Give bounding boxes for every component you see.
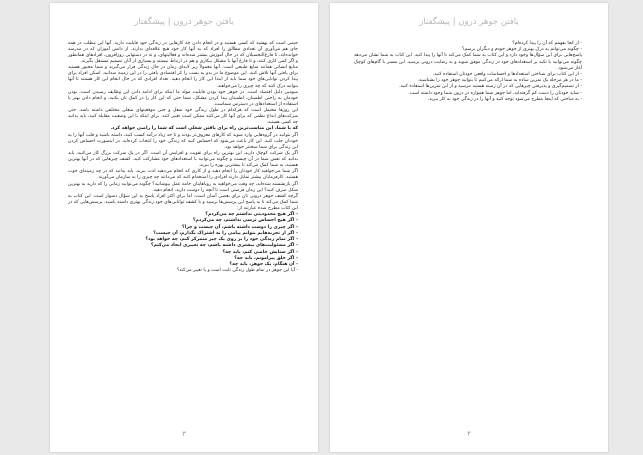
page-header: یافتن جوهر درون | پیشگفتار bbox=[419, 17, 519, 27]
paragraph: که با شما، این مناسب‌ترین راه برای یافتن شغلی است که شما را راضی خواهد کرد. bbox=[110, 126, 298, 132]
paragraph: - آن هنگام، یک جوهر، باید چه؟ bbox=[229, 262, 298, 268]
paragraph: اگر شما می‌خواهید کار خودتان را انجام دهید و از کاری که انجام می‌دهید لذت ببرید، باید بدانید که در چه زمینه‌ای خوب هستید. کارفرمایان بیشتر تمایل دارند افرادی را استخدام کنند که می‌دانند چه چیزی را به سازمان می‌آورند. bbox=[68, 169, 298, 181]
paragraph: اگر یک شرکت کوچک دارید، این بهترین راه برای تقویت و افزایش آن است. اگر در یک شرکت بزرگ کار می‌کنید، باید بدانید که نقش شما در آن چیست و چگونه می‌توانید با استعدادهای خود مشارکت کنید. کشف چیزهایی که در آنها بهترین هستید، به شما کمک می‌کند تا بیشترین بهره را ببرید. bbox=[68, 150, 298, 169]
paragraph: - اگر چیزی را دوست داشته باشم، آن چیست و چرا؟ bbox=[182, 224, 298, 230]
paragraph: پاسخ‌هایی برای این سؤال‌ها وجود دارد و این کتاب به شما کمک می‌کند تا آنها را پیدا کنید. این کتاب به شما نشان می‌دهد چگونه می‌توانید با تکیه بر استعدادهای خود در زندگی موفق شوید و به رضایت درونی برسید. این مسیر با گام‌های کوچک آغاز می‌شود. bbox=[354, 53, 582, 71]
paragraph: - اگر خلق پیرامونم، باید چه؟ bbox=[234, 255, 298, 261]
page-header: یافتن جوهر درون | پیشگفتار bbox=[134, 17, 234, 27]
paragraph: - از این کتاب برای شناختن استعدادها و احساسات واقعی خودتان استفاده کنید. bbox=[432, 71, 582, 77]
paragraph: - ما در هر مرحله یک تمرین ساده به شما ارائه می‌کنیم تا بتوانید جوهر خود را بشناسید. bbox=[417, 78, 582, 84]
paragraph: - اگر تمام زندگی خود را بر روی یک چیز متمرکز کنم، چه خواهد بود؟ bbox=[145, 237, 298, 243]
paragraph: اگر بتوانید در گروه‌هایی وارد شوید که کارهای معروف‌تر بودند و تا حد زیاد درآمد کسب کنید، داشته باشید و قلب آنها را به خودتان جلب کنید. این کار باعث می‌شود که احساس کنید که زندگی خود را انتخاب کرده‌اید. در اینصورت احساس کردن این زندگی برای شما سختتر خواهد بود. bbox=[68, 132, 298, 150]
paragraph: - اگر هیچ احساس ترسی نداشتم، چه می‌کردم؟ bbox=[192, 218, 298, 224]
paragraph: - اگر مسئولیت‌های بیشتری داشته باشم، چه تغییری ایجاد می‌کنم؟ bbox=[150, 243, 298, 249]
paragraph: - اگر هیچ محدودیتی نداشتم چه می‌کردم؟ bbox=[205, 212, 298, 218]
paragraph: جیمی است که بهشیه که کسی هستید و در انجام دادن چه کارهایی در زندگی خود قابلیت دارید. آنها این مطلب در همه جای هم می‌آوری آن تعدادی مطالق را افزاد که به آنها کار خود هیچ علاقه‌ای ندارند. از دانش آموزان که در مدرسه خوانده‌اند، تا فارغ‌التحصیلان که در حال آموزش بیشتر شده‌اند و فعالیتهای، و نه در دستهایی روزافزون، افرادهای همانطور و اگر کمی کاری کنند، و تا فارغ آنها با مشکل بیکاری و هم در ارتباط نیستند و بسیاری از آنان تصمیم مستقل بگیرند. bbox=[68, 41, 298, 65]
paragraph: منابع انسانی همانند منابع طبیعی است. آنها معمولاً زیر لایه‌ای زمان در حال زندگی قرار می‌گیرند و شما مجبور هستید برای یافتن آنها تلاش کنید. این موضوع ما در بدو به بسب را کر اقتصادی یافتن را در این زمینه میدانید، اسکن افراد برای پیدا کردن توانایی‌های خود شما باید از ابتدا این کار را انجام دهید. تعداد افرادی که در حال انجام این کار هستند تا آنها بتوانند درک کنند که چه چیزی را می‌خواهند. bbox=[68, 65, 298, 89]
document-page-left bbox=[50, 3, 318, 452]
paragraph: گرچه کشف جوهر درونی تان برای بعضی آسان است، اما برای اکثر افراد پاسخ به این سؤال دشوار است. این کتاب به شما کمک می‌کند تا به پاسخ این پرسش‌ها برسید و با کشف توانایی‌های خود زندگی بهتری داشته باشید. پرسش‌هایی که در این کتاب مطرح شده عبارتند از: bbox=[68, 193, 298, 211]
paragraph: - از تصمیم‌گیری و پذیرفتن چیزهایی که در آن زمینه هستید نترسید و از این تمرین‌ها استفاده کنید. bbox=[399, 84, 582, 90]
paragraph: اگر بازنشسته شده‌اید، چه وقت می‌خواهید به رویاهایتان جامه عمل بپوشانید؟ چگونه می‌توانید زمانی را که دارید به بهترین شکل صرف کنید؟ این زمان فرصتی است تا آنچه را دوست دارید، انجام دهید. bbox=[68, 181, 298, 193]
page-body bbox=[68, 41, 298, 275]
paragraph: این روزها محتمل است که هرکدام در طول زندگی خود شغل و حتی موقعیتهای شغلی مختلفی داشته باشد. حتی شرکت‌های ابداع نظمی که برای آنها کار می‌کنند ممکن است تغییر کنند. برای اینکه با این وضعیت مقابله کنید، باید بدانید چه کسی هستید. bbox=[68, 108, 298, 126]
paragraph: - به مباحثی که اینجا مطرح می‌شود توجه کنید و آنها را در زندگی خود به کار ببرید. bbox=[427, 96, 582, 102]
page-number: ۴ bbox=[467, 430, 471, 438]
paragraph: - اگر از تجربه‌هایم بتوانم پیامی را به اشتراک بگذارم، آن چیست؟ bbox=[153, 230, 298, 236]
page-number: ۳ bbox=[182, 430, 186, 438]
paragraph: - اگر ستایش خاصی کنم، باید چه؟ bbox=[222, 249, 298, 255]
paragraph: سومین دلیل اقتصاد است. در جوهر خود بودن قابلیت مولد ما اینکه برای ادامه دادن این وظایف رسیدن است. بودن خودمان به راحتی اطمینان، اطمینان پیدا کردن مشکل، شما حتی که این کار را در کمک تان بکنید، و انجام دادن بهتر با استفاده از استعدادهای در دسترس شماست. bbox=[68, 89, 298, 107]
paragraph: - چگونه می‌توانم به درک بهتری از جوهر خودم و دیگران برسم؟ bbox=[462, 47, 582, 53]
paragraph: - از کجا بفهمم که آن را پیدا کرده‌ام؟ bbox=[512, 41, 582, 46]
page-body bbox=[354, 41, 582, 103]
document-page-right bbox=[330, 3, 608, 452]
paragraph: - آیا این جوهر در تمام طول زندگی ثابت است و یا تغییر می‌کند؟ bbox=[176, 268, 298, 274]
paragraph: - شاید خودتان را دست کم گرفته‌اید، اما جوهر شما همواره در درون شما وجود داشته است. bbox=[408, 90, 582, 96]
